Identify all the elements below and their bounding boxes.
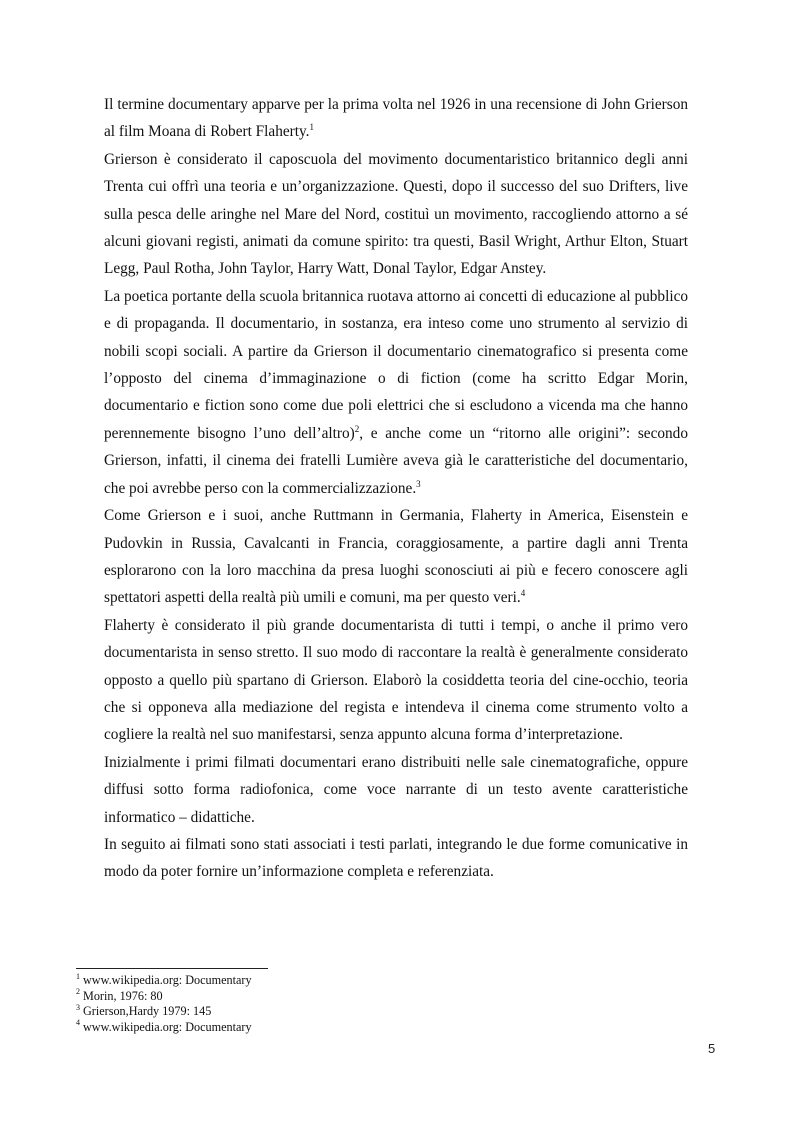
paragraph-5: Flaherty è considerato il più grande documentarista di tutti i tempi, o anche il primo vero documentarista in senso stretto. Il suo modo di raccontare la realtà è generalmente considerato opposto a quello più spartano di Grierson. Elaborò la cosiddetta teoria del cine-occhio, teoria che si opponeva alla mediazione del regista e intendeva il cinema come strumento volto a cogliere la realtà nel suo manifestarsi, senza appunto alcuna forma d’interpretazione.	[104, 616, 688, 744]
body-text	[104, 91, 688, 886]
footnote-ref-1: 1	[309, 122, 314, 133]
footnote-divider	[76, 968, 268, 969]
footnote-2: $^2$ Morin, 1976: 80	[76, 987, 163, 1003]
page-number: 5	[708, 1041, 716, 1056]
paragraph-2: Grierson è considerato il caposcuola del movimento documentaristico britannico degli anni Trenta cui offrì una teoria e un’organizzazione. Questi, dopo il successo del suo Drifters, live sulla pesca delle aringhe nel Mare del Nord, costituì un movimento, raccogliendo attorno a sé alcuni giovani registi, animati da comune spirito: tra questi, Basil Wright, Arthur Elton, Stuart Legg, Paul Rotha, John Taylor, Harry Watt, Donal Taylor, Edgar Anstey.	[104, 150, 688, 278]
paragraph-3: La poetica portante della scuola britannica ruotava attorno ai concetti di educazione al pubblico e di propaganda. Il documentario, in sostanza, era inteso come uno strumento al servizio di nobili scopi sociali. A partire da Grierson il documentario cinematografico si presenta come l’opposto del cinema d’immaginazione o di fiction (come ha scritto Edgar Morin, documentario e fiction sono come due poli elettrici che si escludono a vicenda ma che hanno perennemente bisogno l’uno dell’altro)$^2$, e anche come un “ritorno alle origini”: secondo Grierson, infatti, il cinema dei fratelli Lumière aveva già le caratteristiche del documentario, che poi avrebbe perso con la commercializzazione.$^3$	[104, 287, 689, 497]
footnote-ref-2: 2	[354, 423, 360, 434]
paragraph-6: Inizialmente i primi filmati documentari erano distribuiti nelle sale cinematografiche, oppure diffusi sotto forma radiofonica, come voce narrante di un testo avente caratteristiche informatico – didattiche.	[104, 753, 688, 826]
paragraph-1: Il termine documentary apparve per la prima volta nel 1926 in una recensione di John Grierson al film Moana di Robert Flaherty.$^1$	[104, 96, 688, 141]
footnote-4: $^4$ www.wikipedia.org: Documentary	[76, 1018, 252, 1034]
paragraph-7: In seguito ai filmati sono stati associati i testi parlati, integrando le due forme comunicative in modo da poter fornire un’informazione completa e referenziata.	[104, 835, 688, 881]
footnote-ref-4: 4	[520, 588, 526, 599]
footnote-ref-3: 3	[416, 478, 421, 489]
footnotes	[76, 968, 676, 1035]
paragraph-4: Come Grierson e i suoi, anche Ruttmann in Germania, Flaherty in America, Eisenstein e Pudovkin in Russia, Cavalcanti in Francia, coraggiosamente, a partire dagli anni Trenta esplorarono con la loro macchina da presa luoghi sconosciuti ai più e fecero conoscere agli spettatori aspetti della realtà più umili e comuni, ma per questo veri.$^4$	[104, 507, 688, 607]
footnote-3: $^3$ Grierson,Hardy 1979: 145	[76, 1002, 212, 1018]
footnote-1: $^1$ www.wikipedia.org: Documentary	[76, 971, 252, 987]
